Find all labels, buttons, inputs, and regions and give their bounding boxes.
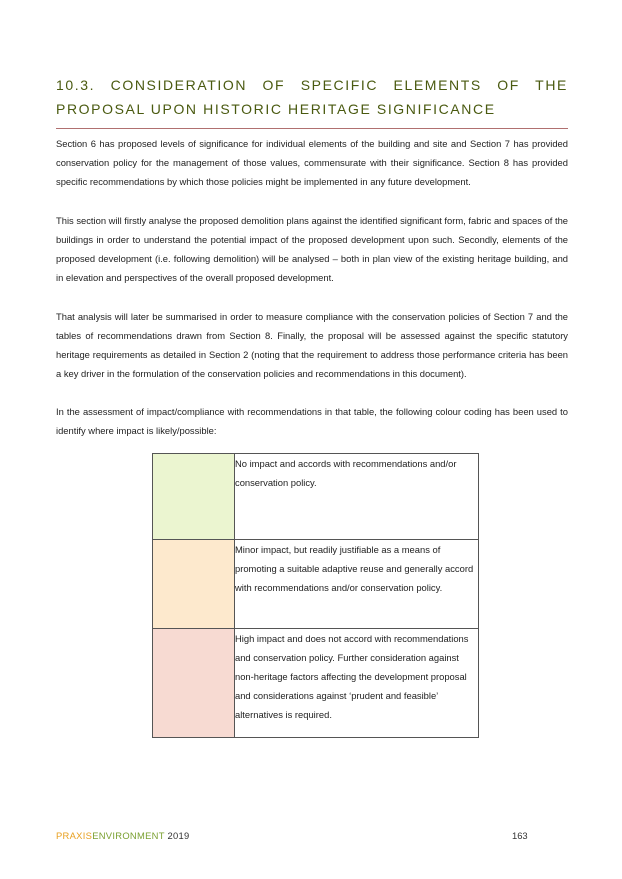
legend-row-no-impact	[153, 454, 479, 540]
footer-brand	[56, 830, 190, 841]
legend-swatch-red	[153, 629, 235, 738]
legend-swatch-green	[153, 454, 235, 540]
legend-text-high-impact: High impact and does not accord with recommendations and conservation policy. Further consideration against non-heritage factors affecting the development proposal and considerations against ‘prudent and feasible’ alternatives is required.	[235, 629, 479, 738]
legend-text-minor-impact: Minor impact, but readily justifiable as a means of promoting a suitable adaptive reuse and generally accord with recommendations and/or conservation policy.	[235, 540, 479, 629]
legend-row-minor-impact	[153, 540, 479, 629]
paragraph-colour-coding: In the assessment of impact/compliance with recommendations in that table, the following colour coding has been used to identify where impact is likely/possible:	[56, 406, 568, 436]
page-number: 163	[512, 830, 528, 841]
footer-brand-environment: ENVIRONMENT	[92, 830, 165, 841]
legend-text-no-impact: No impact and accords with recommendations and/or conservation policy.	[235, 454, 479, 540]
paragraph-intro: Section 6 has proposed levels of significance for individual elements of the building and site and Section 7 has provided conservation policy for the management of those values, commensurate with their significance. Section 8 has provided specific recommendations by which those policies might be implemented in any future development.	[56, 138, 568, 187]
paragraph-analysis: This section will firstly analyse the proposed demolition plans against the identified significant form, fabric and spaces of the buildings in order to understand the potential impact of the proposed development upon such. Secondly, elements of the proposed development (i.e. following demolition) will be analysed – both in plan view of the existing heritage building, and in elevation and perspectives of the overall proposed development.	[56, 215, 568, 283]
heading-divider	[56, 128, 568, 129]
footer-brand-praxis: PRAXIS	[56, 830, 93, 841]
paragraph-summary: That analysis will later be summarised in order to measure compliance with the conservation policies of Section 7 and the tables of recommendations drawn from Section 8. Finally, the proposal will be assessed against the specific statutory heritage requirements as detailed in Section 2 (noting that the requirement to address those performance criteria has been a key driver in the formulation of the conservation policies and recommendations in this document).	[56, 311, 568, 379]
section-heading: 10.3. CONSIDERATION OF SPECIFIC ELEMENTS OF THE PROPOSAL UPON HISTORIC HERITAGE SIGNIFICANCE	[56, 77, 568, 117]
legend-swatch-orange	[153, 540, 235, 629]
colour-coding-table	[152, 453, 479, 738]
footer-year: 2019	[164, 830, 190, 841]
legend-row-high-impact	[153, 629, 479, 738]
